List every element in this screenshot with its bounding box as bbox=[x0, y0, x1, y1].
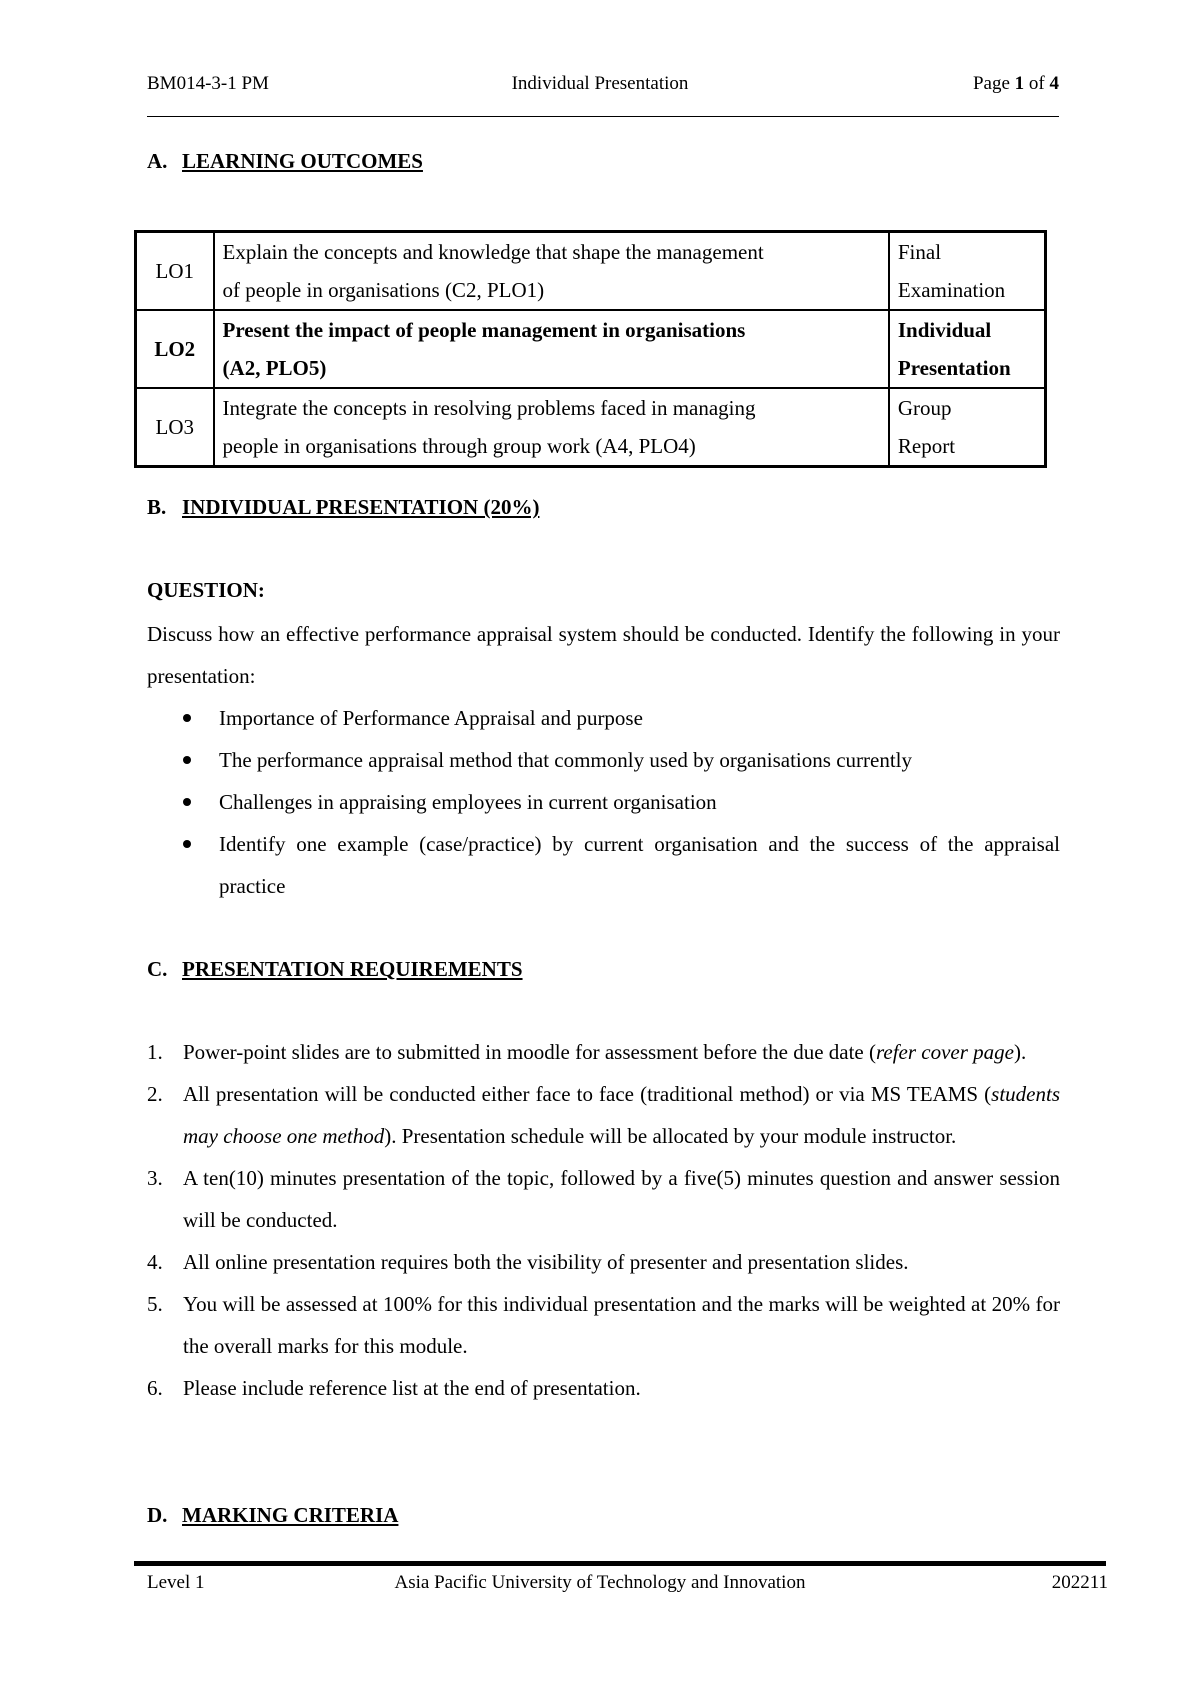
bullet-text: Challenges in appraising employees in current organisation bbox=[219, 790, 717, 814]
section-a-letter: A. bbox=[147, 149, 168, 173]
table-row-lo2 bbox=[136, 310, 1046, 388]
bullet-icon bbox=[183, 714, 191, 722]
bullet-text: Importance of Performance Appraisal and purpose bbox=[219, 706, 643, 730]
footer-level: Level 1 bbox=[147, 1572, 205, 1593]
item-number: 3. bbox=[147, 1166, 163, 1190]
lo3-assessment bbox=[889, 388, 1046, 467]
section-c-letter: C. bbox=[147, 957, 168, 981]
bullet-icon bbox=[183, 798, 191, 806]
section-d-letter: D. bbox=[147, 1503, 168, 1527]
list-item bbox=[147, 1367, 1060, 1409]
lo3-line1: Integrate the concepts in resolving problems faced in managing bbox=[222, 396, 756, 420]
list-item bbox=[147, 823, 1060, 907]
header-document-title: Individual Presentation bbox=[511, 73, 689, 94]
question-label: QUESTION: bbox=[147, 578, 265, 602]
item-text: All online presentation requires both the visibility of presenter and presentation slides. bbox=[183, 1250, 909, 1274]
lo2-code: LO2 bbox=[136, 310, 214, 388]
section-b-heading bbox=[147, 494, 539, 520]
section-d-heading bbox=[147, 1502, 398, 1528]
section-b-title: INDIVIDUAL PRESENTATION (20%) bbox=[182, 495, 540, 519]
list-item bbox=[147, 1157, 1060, 1241]
item-italic-text: students may choose one method bbox=[183, 1082, 1060, 1148]
lo2-description bbox=[214, 310, 889, 388]
bullet-icon bbox=[183, 840, 191, 848]
lo3-description bbox=[214, 388, 889, 467]
item-text: A ten(10) minutes presentation of the topic, followed by a five(5) minutes question and answer session will be conducted. bbox=[183, 1166, 1060, 1232]
lo1-assess1: Final bbox=[897, 240, 942, 264]
section-c-title: PRESENTATION REQUIREMENTS bbox=[182, 957, 523, 981]
lo2-assess2: Presentation bbox=[897, 356, 1011, 380]
bullet-text: The performance appraisal method that commonly used by organisations currently bbox=[219, 748, 912, 772]
list-item bbox=[147, 739, 1060, 781]
item-italic-text: refer cover page bbox=[876, 1040, 1014, 1064]
lo1-description bbox=[214, 232, 889, 311]
requirements-list bbox=[147, 1031, 1060, 1409]
item-text: Please include reference list at the end of presentation. bbox=[183, 1376, 641, 1400]
footer-institution: Asia Pacific University of Technology and Innovation bbox=[394, 1572, 806, 1593]
page-prefix: Page bbox=[972, 73, 1015, 94]
question-text: Discuss how an effective performance appraisal system should be conducted. Identify the following in your presentation: bbox=[147, 622, 1060, 688]
list-item bbox=[147, 1241, 1060, 1283]
table-row-lo3 bbox=[136, 388, 1046, 467]
lo2-line2: (A2, PLO5) bbox=[222, 356, 327, 380]
item-text-end: ). bbox=[1014, 1040, 1027, 1064]
item-text: You will be assessed at 100% for this individual presentation and the marks will be weighted at 20% for the overall marks for this module. bbox=[183, 1292, 1060, 1358]
lo1-assessment bbox=[889, 232, 1046, 311]
lo1-assess2: Examination bbox=[897, 278, 1006, 302]
list-item bbox=[147, 1031, 1060, 1073]
list-item bbox=[147, 697, 1060, 739]
lo1-line1: Explain the concepts and knowledge that shape the management bbox=[222, 240, 764, 264]
list-item bbox=[147, 1283, 1060, 1367]
learning-outcomes-table bbox=[134, 230, 1047, 468]
item-text: All presentation will be conducted either face to face (traditional method) or via MS TEAMS ( bbox=[183, 1082, 992, 1106]
item-number: 2. bbox=[147, 1082, 163, 1106]
header-page-number bbox=[973, 72, 1059, 96]
table-row-lo1 bbox=[136, 232, 1046, 311]
section-a-title: LEARNING OUTCOMES bbox=[182, 149, 423, 173]
item-number: 1. bbox=[147, 1040, 163, 1064]
lo2-line1: Present the impact of people management in organisations bbox=[222, 318, 746, 342]
section-b-letter: B. bbox=[147, 495, 167, 519]
lo1-line2: of people in organisations (C2, PLO1) bbox=[222, 278, 545, 302]
section-d-title: MARKING CRITERIA bbox=[182, 1503, 399, 1527]
list-item bbox=[147, 1073, 1060, 1157]
section-c-heading bbox=[147, 956, 523, 982]
lo2-assessment bbox=[889, 310, 1046, 388]
item-number: 4. bbox=[147, 1250, 163, 1274]
lo3-code: LO3 bbox=[136, 388, 214, 467]
lo2-assess1: Individual bbox=[897, 318, 992, 342]
item-number: 6. bbox=[147, 1376, 163, 1400]
page-current: 1 bbox=[1014, 73, 1025, 94]
item-text: Power-point slides are to submitted in moodle for assessment before the due date ( bbox=[183, 1040, 876, 1064]
page-total: 4 bbox=[1049, 73, 1059, 94]
lo3-line2: people in organisations through group work (A4, PLO4) bbox=[222, 434, 696, 458]
lo3-assess2: Report bbox=[897, 434, 956, 458]
item-number: 5. bbox=[147, 1292, 163, 1316]
footer-code: 202211 bbox=[1051, 1572, 1108, 1593]
page-of: of bbox=[1024, 73, 1050, 94]
question-bullet-list bbox=[147, 697, 1060, 907]
bullet-text: Identify one example (case/practice) by current organisation and the success of the appraisal practice bbox=[219, 832, 1060, 898]
list-item bbox=[147, 781, 1060, 823]
footer-divider bbox=[134, 1561, 1106, 1566]
bullet-icon bbox=[183, 756, 191, 764]
item-text-end: ). Presentation schedule will be allocated by your module instructor. bbox=[384, 1124, 957, 1148]
header-module-code: BM014-3-1 PM bbox=[147, 73, 269, 94]
lo1-code: LO1 bbox=[136, 232, 214, 311]
lo3-assess1: Group bbox=[897, 396, 952, 420]
section-a-heading bbox=[147, 148, 423, 174]
header-divider bbox=[147, 116, 1059, 117]
